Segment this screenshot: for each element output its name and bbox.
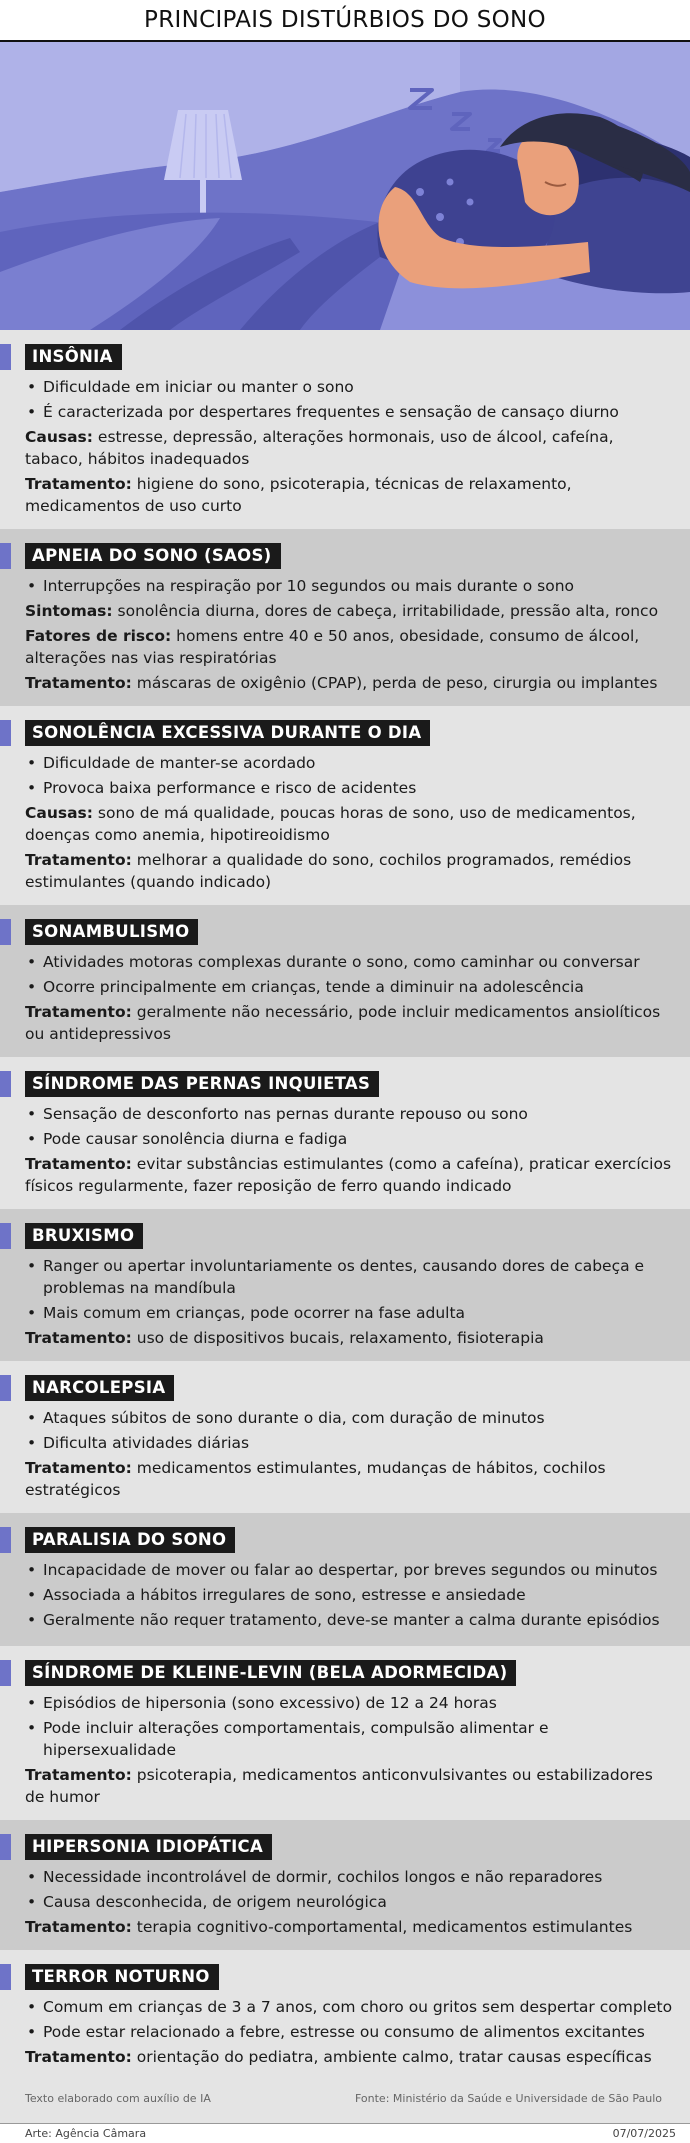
source-note: Fonte: Ministério da Saúde e Universidade de São Paulo [354,2092,662,2105]
detail-text: terapia cognitivo-comportamental, medicamentos estimulantes [131,1918,633,1936]
bullet-item: • Pode incluir alterações comportamentais, compulsão alimentar e hipersexualidade [25,1717,676,1761]
detail-text: evitar substâncias estimulantes (como a cafeína), praticar exercícios físicos regularmente, fazer reposição de ferro quando indicado [25,1155,672,1195]
detail-paragraph [25,1916,676,1938]
detail-text: sono de má qualidade, poucas horas de sono, uso de medicamentos, doenças como anemia, hipotireoidismo [25,804,636,844]
section-accent-bar [0,720,11,746]
detail-label: Tratamento: [25,674,132,692]
section-accent-bar [0,1660,11,1686]
disorder-section [0,1513,690,1646]
section-heading: NARCOLEPSIA [25,1375,174,1401]
detail-text: medicamentos estimulantes, mudanças de hábitos, cochilos estratégicos [25,1459,606,1499]
detail-text: melhorar a qualidade do sono, cochilos programados, remédios estimulantes (quando indicado) [25,851,632,891]
detail-paragraph [25,2046,676,2068]
bullet-item: • Necessidade incontrolável de dormir, cochilos longos e não reparadores [25,1866,676,1888]
bullet-item: • Dificuldade de manter-se acordado [25,752,676,774]
detail-label: Causas: [25,804,93,822]
bullet-item: • Associada a hábitos irregulares de sono, estresse e ansiedade [25,1584,676,1606]
bullet-item: • Pode causar sonolência diurna e fadiga [25,1128,676,1150]
bullet-item: • Interrupções na respiração por 10 segundos ou mais durante o sono [25,575,676,597]
detail-label: Tratamento: [25,2048,132,2066]
bullet-item: • Ranger ou apertar involuntariamente os dentes, causando dores de cabeça e problemas na mandíbula [25,1255,676,1299]
detail-text: orientação do pediatra, ambiente calmo, tratar causas específicas [131,2048,652,2066]
disorder-section [0,1057,690,1209]
section-accent-bar [0,1834,11,1860]
bullet-list [25,752,676,799]
section-accent-bar [0,344,11,370]
page-title: PRINCIPAIS DISTÚRBIOS DO SONO [0,0,690,42]
disorder-section [0,1950,690,2080]
bullet-item: • Ocorre principalmente em crianças, tende a diminuir na adolescência [25,976,676,998]
detail-label: Tratamento: [25,1155,132,1173]
section-heading: SONOLÊNCIA EXCESSIVA DURANTE O DIA [25,720,430,746]
detail-text: uso de dispositivos bucais, relaxamento, fisioterapia [131,1329,544,1347]
bullet-list [25,1692,676,1761]
section-accent-bar [0,1964,11,1990]
section-accent-bar [0,1071,11,1097]
section-heading: SONAMBULISMO [25,919,198,945]
bullet-item: • Comum em crianças de 3 a 7 anos, com choro ou gritos sem despertar completo [25,1996,676,2018]
detail-paragraph [25,426,676,470]
ai-disclaimer: Texto elaborado com auxílio de IA [25,2092,211,2105]
credits [0,2080,690,2123]
detail-text: sonolência diurna, dores de cabeça, irritabilidade, pressão alta, ronco [112,602,659,620]
detail-label: Tratamento: [25,1459,132,1477]
detail-label: Tratamento: [25,1766,132,1784]
detail-text: estresse, depressão, alterações hormonais, uso de álcool, cafeína, tabaco, hábitos inadequados [25,428,614,468]
section-heading: APNEIA DO SONO (SAOS) [25,543,281,569]
section-heading: SÍNDROME DE KLEINE-LEVIN (BELA ADORMECIDA) [25,1660,516,1686]
bullet-item: • Ataques súbitos de sono durante o dia, com duração de minutos [25,1407,676,1429]
footer [0,2123,690,2143]
detail-label: Tratamento: [25,1003,132,1021]
disorder-section [0,330,690,529]
detail-label: Fatores de risco: [25,627,172,645]
bullet-item: • Incapacidade de mover ou falar ao despertar, por breves segundos ou minutos [25,1559,676,1581]
section-heading: INSÔNIA [25,344,122,370]
section-accent-bar [0,543,11,569]
detail-paragraph [25,1001,676,1045]
disorder-section [0,1646,690,1820]
bullet-item: • Episódios de hipersonia (sono excessivo) de 12 a 24 horas [25,1692,676,1714]
bullet-item: • Provoca baixa performance e risco de acidentes [25,777,676,799]
section-heading: HIPERSONIA IDIOPÁTICA [25,1834,272,1860]
detail-text: homens entre 40 e 50 anos, obesidade, consumo de álcool, alterações nas vias respiratórias [25,627,640,667]
detail-text: geralmente não necessário, pode incluir medicamentos ansiolíticos ou antidepressivos [25,1003,661,1043]
section-accent-bar [0,1527,11,1553]
bullet-item: • Geralmente não requer tratamento, deve-se manter a calma durante episódios [25,1609,676,1631]
bullet-item: • Pode estar relacionado a febre, estresse ou consumo de alimentos excitantes [25,2021,676,2043]
publish-date: 07/07/2025 [612,2127,676,2140]
disorder-section [0,905,690,1057]
detail-paragraph [25,625,676,669]
section-heading: SÍNDROME DAS PERNAS INQUIETAS [25,1071,379,1097]
detail-paragraph [25,849,676,893]
detail-label: Tratamento: [25,1918,132,1936]
detail-paragraph [25,1764,676,1808]
detail-paragraph [25,600,676,622]
detail-label: Tratamento: [25,1329,132,1347]
art-credit: Arte: Agência Câmara [25,2127,147,2140]
detail-text: higiene do sono, psicoterapia, técnicas de relaxamento, medicamentos de uso curto [25,475,572,515]
bullet-item: • Atividades motoras complexas durante o sono, como caminhar ou conversar [25,951,676,973]
detail-label: Sintomas: [25,602,113,620]
detail-paragraph [25,1327,676,1349]
bullet-item: • Dificulta atividades diárias [25,1432,676,1454]
disorder-section [0,1361,690,1513]
bullet-list [25,951,676,998]
bullet-list [25,376,676,423]
bullet-list [25,1866,676,1913]
detail-label: Causas: [25,428,93,446]
detail-label: Tratamento: [25,475,132,493]
disorder-section [0,1209,690,1361]
bullet-item: • Mais comum em crianças, pode ocorrer na fase adulta [25,1302,676,1324]
detail-paragraph [25,1153,676,1197]
section-heading: PARALISIA DO SONO [25,1527,235,1553]
detail-label: Tratamento: [25,851,132,869]
sleeping-woman-illustration [0,42,690,330]
detail-paragraph [25,473,676,517]
bullet-list [25,1255,676,1324]
section-accent-bar [0,919,11,945]
detail-paragraph [25,1457,676,1501]
section-accent-bar [0,1223,11,1249]
disorders-list [0,330,690,2080]
bullet-list [25,1996,676,2043]
bullet-list [25,1407,676,1454]
bullet-item: • Sensação de desconforto nas pernas durante repouso ou sono [25,1103,676,1125]
bullet-list [25,1103,676,1150]
bullet-list [25,575,676,597]
detail-paragraph [25,802,676,846]
bullet-list [25,1559,676,1631]
disorder-section [0,1820,690,1950]
bullet-item: • Causa desconhecida, de origem neurológica [25,1891,676,1913]
detail-text: psicoterapia, medicamentos anticonvulsivantes ou estabilizadores de humor [25,1766,653,1806]
detail-paragraph [25,672,676,694]
disorder-section [0,529,690,706]
detail-text: máscaras de oxigênio (CPAP), perda de peso, cirurgia ou implantes [131,674,658,692]
bullet-item: • É caracterizada por despertares frequentes e sensação de cansaço diurno [25,401,676,423]
disorder-section [0,706,690,905]
section-accent-bar [0,1375,11,1401]
bullet-item: • Dificuldade em iniciar ou manter o sono [25,376,676,398]
section-heading: TERROR NOTURNO [25,1964,219,1990]
section-heading: BRUXISMO [25,1223,143,1249]
